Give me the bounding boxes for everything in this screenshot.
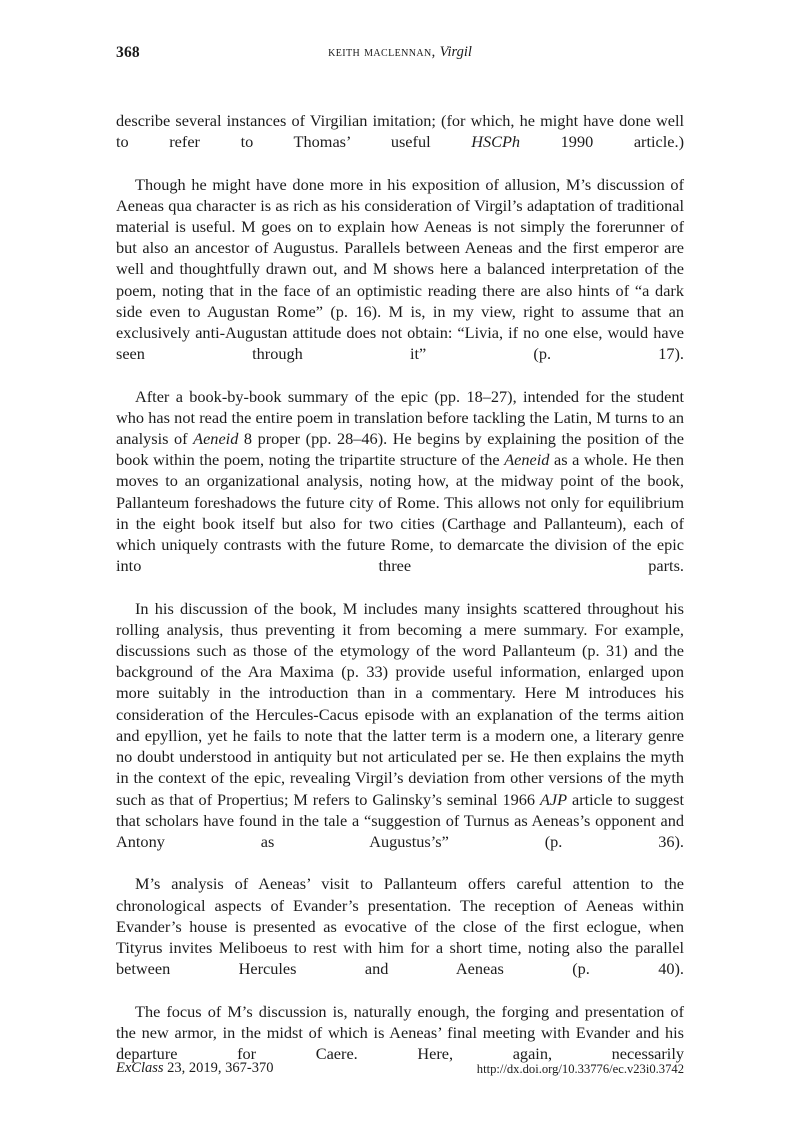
- text-run: Though he might have done more in his exposition of allusion, M’s discussion of Aeneas qua character is as rich as his consideration of Virgil’s adaptation of traditional material is useful. M goes on to explain how Aeneas is not simply the forerunner of but also an ancestor of Augustus. Parallels between Aeneas and the first emperor are well and thoughtfully drawn out, and M shows here a balanced interpretation of the poem, noting that in the face of an optimistic reading there are also hints of “a dark side even to Augustan Rome” (p. 16). M is, in my view, right to assume that an exclusively anti-Augustan attitude does not obtain: “Livia, if no one else, would have seen through it” (p. 17).: [116, 174, 684, 364]
- header-author: keith maclennan: [328, 44, 432, 60]
- text-run: 1990 article.): [520, 132, 684, 152]
- italic-title-run: Aeneid: [193, 429, 239, 449]
- italic-title-run: AJP: [539, 789, 568, 809]
- footer-citation: [116, 1060, 274, 1077]
- citation-detail: 23, 2019, 367-370: [163, 1060, 274, 1076]
- body-paragraph: [116, 598, 684, 874]
- body-paragraph: [116, 174, 684, 386]
- header-separator: ,: [431, 44, 440, 60]
- italic-title-run: HSCPh: [471, 132, 521, 152]
- italic-title-run: Aeneid: [504, 450, 550, 470]
- text-run: M’s analysis of Aeneas’ visit to Pallanteum offers careful attention to the chronological aspects of Evander’s presentation. The reception of Aeneas within Evander’s house is presented as evocative of the close of the first eclogue, when Tityrus invites Meliboeus to rest with him for a short time, noting also the parallel between Hercules and Aeneas (p. 40).: [116, 874, 684, 979]
- body-text-column: [116, 110, 684, 1085]
- text-run: In his discussion of the book, M includes many insights scattered throughout his rolling analysis, thus preventing it from becoming a mere summary. For example, discussions such as those of the etymology of the word Pallanteum (p. 31) and the background of the Ara Maxima (p. 33) provide useful information, enlarged upon more suitably in the introduction than in a commentary. Here M introduces his consideration of the Hercules-Cacus episode with an explanation of the terms aition and epyllion, yet he fails to note that the latter term is a modern one, a literary genre no doubt understood in antiquity but not articulated per se. He then explains the myth in the context of the epic, revealing Virgil’s deviation from other versions of the myth such as that of Propertius; M refers to Galinsky’s seminal 1966: [116, 598, 684, 809]
- text-run: The focus of M’s discussion is, naturally enough, the forging and presentation of the new armor, in the midst of which is Aeneas’ final meeting with Evander and his departure for Caere. Here, again, necessarily: [116, 1001, 684, 1063]
- running-header: [116, 44, 684, 66]
- body-paragraph: [116, 386, 684, 598]
- text-run: 8 proper (pp. 28–46). He begins by explaining the position of the book within the poem, noting the tripartite structure of the: [116, 429, 684, 470]
- header-work-title: Virgil: [439, 44, 472, 60]
- text-run: After a book-by-book summary of the epic (pp. 18–27), intended for the student who has not read the entire poem in translation before tackling the Latin, M turns to an analysis of: [116, 386, 684, 449]
- text-run: as a whole. He then moves to an organizational analysis, noting how, at the midway point of the book, Pallanteum foreshadows the future city of Rome. This allows not only for equilibrium in the eight book itself but also for two cities (Carthage and Pallanteum), each of which uniquely contrasts with the future Rome, to demarcate the division of the epic into three parts.: [116, 450, 685, 576]
- body-paragraph: [116, 110, 684, 174]
- page-footer: [116, 1060, 684, 1082]
- doi-link[interactable]: http://dx.doi.org/10.33776/ec.v23i0.3742: [476, 1062, 684, 1076]
- journal-name: ExClass: [116, 1060, 164, 1076]
- text-run: article to suggest that scholars have found in the tale a “suggestion of Turnus as Aeneas’s opponent and Antony as Augustus’s” (p. 36).: [116, 789, 684, 851]
- body-paragraph: [116, 873, 684, 1000]
- page-number: 368: [116, 44, 140, 61]
- text-run: describe several instances of Virgilian imitation; (for which, he might have done well to refer to Thomas’ useful: [116, 111, 684, 152]
- header-title: [116, 44, 684, 61]
